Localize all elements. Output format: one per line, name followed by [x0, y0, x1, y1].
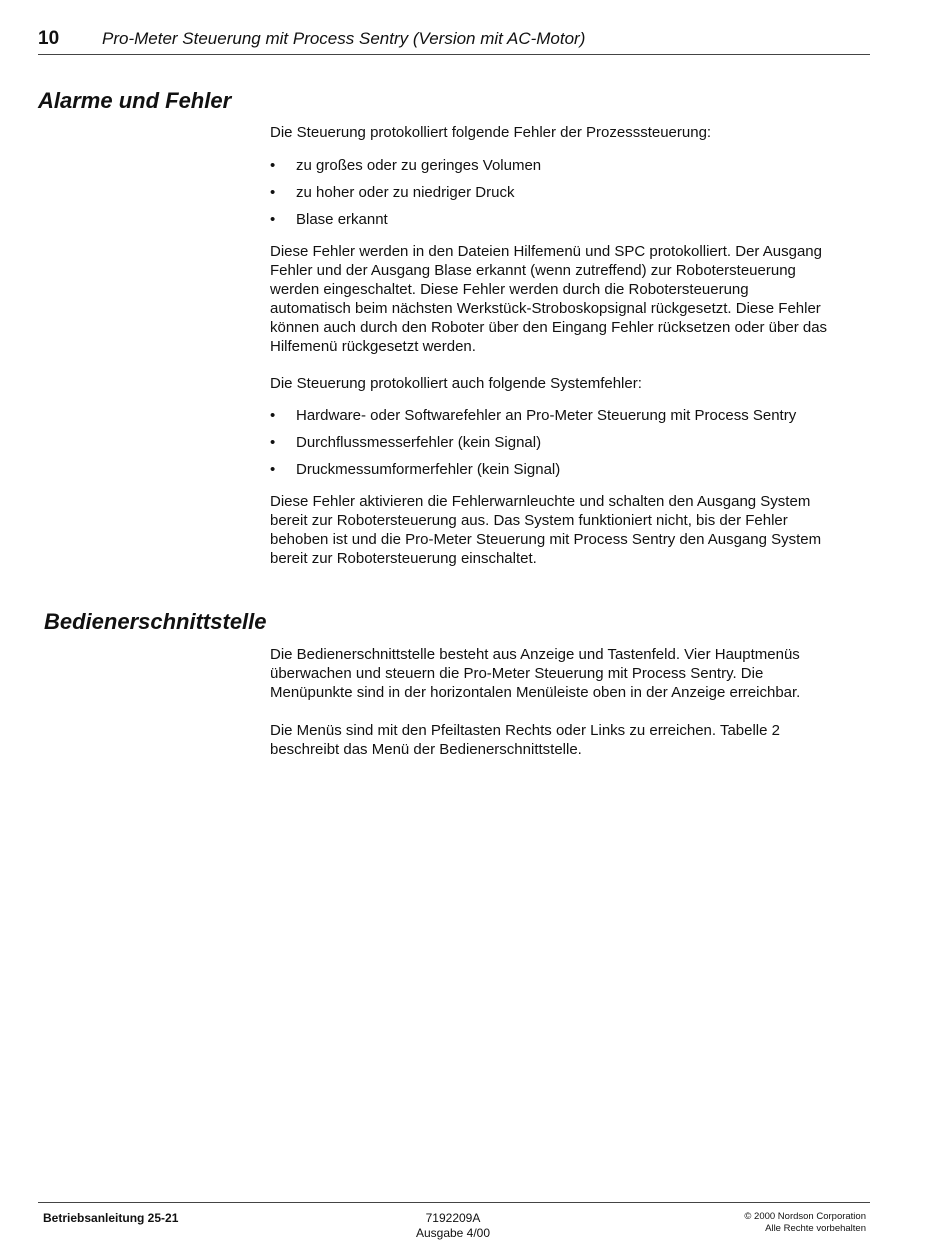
- bullet-icon: •: [270, 434, 276, 451]
- section-heading-bedienerschnittstelle: Bedienerschnittstelle: [44, 609, 267, 634]
- list-item: • Hardware- oder Softwarefehler an Pro-Meter Steuerung mit Process Sentry: [270, 407, 797, 424]
- paragraph-menu-navigation: Die Menüs sind mit den Pfeiltasten Rechts oder Links zu erreichen. Tabelle 2 beschreibt das Menü der Bedienerschnittstelle.: [270, 722, 780, 758]
- bullet-icon: •: [270, 157, 276, 174]
- section-alarme-intro: [270, 123, 870, 142]
- section-heading-alarme: Alarme und Fehler: [38, 88, 232, 113]
- list-item: • zu hoher oder zu niedriger Druck: [270, 184, 515, 201]
- paragraph-interface-description: Die Bedienerschnittstelle besteht aus Anzeige und Tastenfeld. Vier Hauptmenüs überwachen und steuern die Pro-Meter Steuerung mit Process Sentry. Die Menüpunkte sind in der horizontalen Menüleiste oben in der Anzeige erreichbar.: [270, 646, 801, 701]
- bullet-icon: •: [270, 407, 276, 424]
- list-item: • zu großes oder zu geringes Volumen: [270, 157, 542, 174]
- page-number: 10: [38, 28, 60, 49]
- footer-copyright: © 2000 Nordson Corporation Alle Rechte vorbehalten: [744, 1211, 866, 1234]
- page-footer: [38, 1202, 870, 1240]
- list-item: • Blase erkannt: [270, 211, 388, 228]
- page-header: [38, 28, 870, 55]
- intro-paragraph: Die Steuerung protokolliert folgende Fehler der Prozesssteuerung:: [270, 124, 712, 141]
- bullet-icon: •: [270, 184, 276, 201]
- footer-manual-number: Betriebsanleitung 25-21: [43, 1211, 179, 1225]
- running-title: Pro-Meter Steuerung mit Process Sentry (Version mit AC-Motor): [102, 29, 586, 48]
- system-error-list: [270, 406, 870, 487]
- process-error-list: [270, 156, 870, 237]
- paragraph-error-logging: Diese Fehler werden in den Dateien Hilfemenü und SPC protokolliert. Der Ausgang Fehler und der Ausgang Blase erkannt (wenn zutreffend) zur Robotersteuerung werden eingeschaltet. Diese Fehler werden durch die Robotersteuerung automatisch beim nächsten Werkstück-Stroboskopsignal rückgesetzt. Diese Fehler können auch durch den Roboter über den Eingang Fehler rücksetzen oder über das Hilfemenü rückgesetzt werden.: [270, 243, 828, 355]
- bullet-icon: •: [270, 461, 276, 478]
- list-item: • Druckmessumformerfehler (kein Signal): [270, 461, 561, 478]
- bullet-icon: •: [270, 211, 276, 228]
- list-item: • Durchflussmesserfehler (kein Signal): [270, 434, 542, 451]
- system-error-intro: Die Steuerung protokolliert auch folgende Systemfehler:: [270, 375, 642, 392]
- paragraph-system-errors: Diese Fehler aktivieren die Fehlerwarnleuchte und schalten den Ausgang System bereit zur Robotersteuerung aus. Das System funktioniert nicht, bis der Fehler behoben ist und die Pro-Meter Steuerung mit Process Sentry den Ausgang System bereit zur Robotersteuerung einschaltet.: [270, 493, 822, 567]
- footer-document-id: 7192209A Ausgabe 4/00: [415, 1211, 491, 1240]
